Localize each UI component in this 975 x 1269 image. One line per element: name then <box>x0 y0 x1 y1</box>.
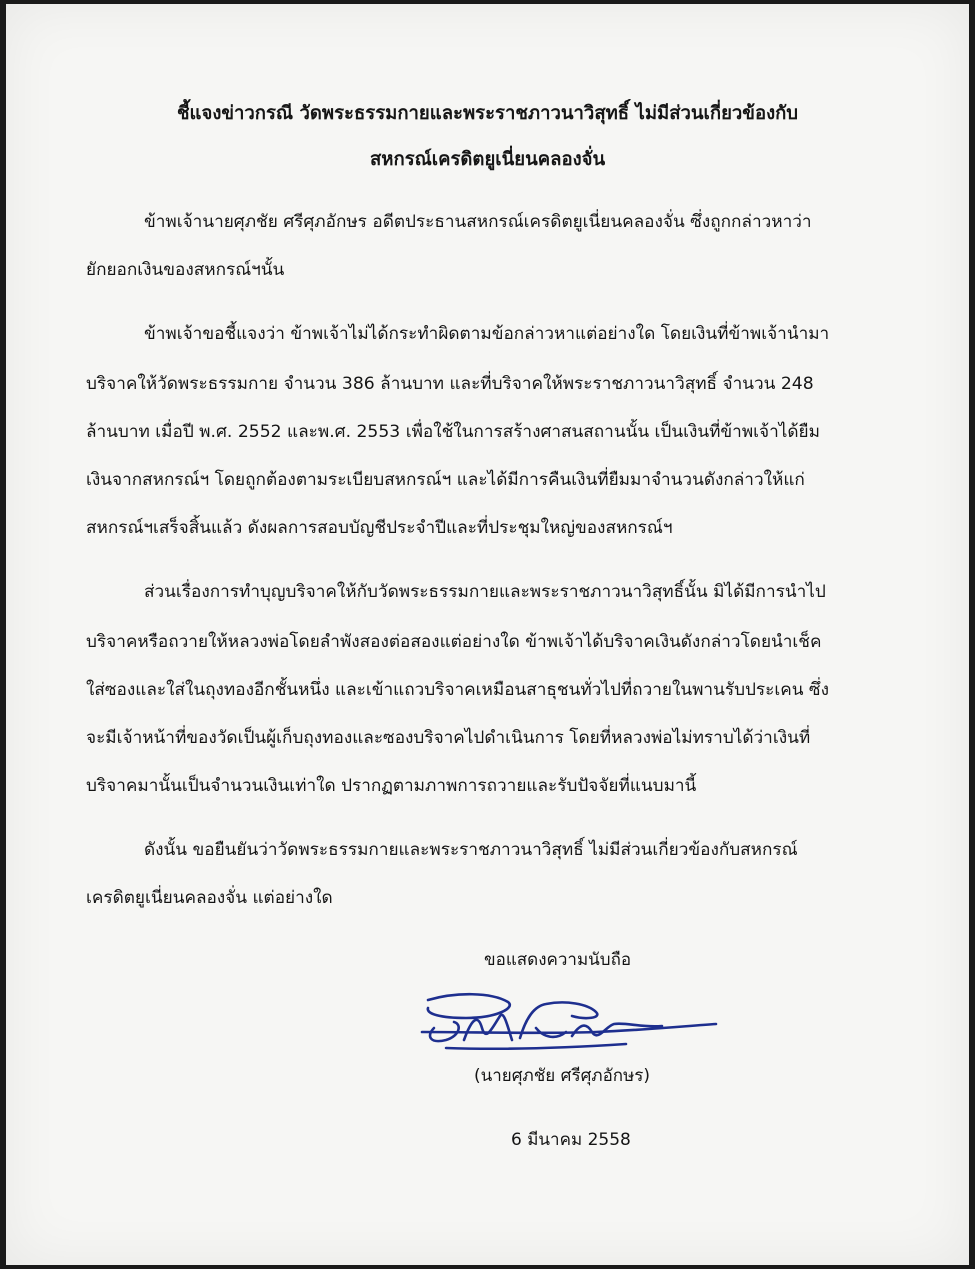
closing-salutation: ขอแสดงความนับถือ <box>484 950 632 970</box>
paragraph-1-line: ข้าพเจ้านายศุภชัย ศรีศุภอักษร อดีตประธานสหกรณ์เครดิตยูเนี่ยนคลองจั่น ซึ่งถูกกล่าวหาว่า <box>144 212 812 232</box>
title-line-2: สหกรณ์เครดิตยูเนี่ยนคลองจั่น <box>370 149 606 170</box>
paragraph-3-line: ใส่ซองและใส่ในถุงทองอีกชั้นหนึ่ง และเข้าแถวบริจาคเหมือนสาธุชนทั่วไปที่ถวายในพานรับประเคน ซึ่ง <box>86 680 829 700</box>
paragraph-2-line: ล้านบาท เมื่อปี พ.ศ. 2552 และพ.ศ. 2553 เพื่อใช้ในการสร้างศาสนสถานนั้น เป็นเงินที่ข้าพเจ้าได้ยืม <box>86 422 820 442</box>
paragraph-4-line: เครดิตยูเนี่ยนคลองจั่น แต่อย่างใด <box>86 888 333 908</box>
letter-date: 6 มีนาคม 2558 <box>511 1130 631 1150</box>
paragraph-3-line: ส่วนเรื่องการทำบุญบริจาคให้กับวัดพระธรรมกายและพระราชภาวนาวิสุทธิ์นั้น มิได้มีการนำไป <box>144 582 826 602</box>
paragraph-2-line: สหกรณ์ฯเสร็จสิ้นแล้ว ดังผลการสอบบัญชีประจำปีและที่ประชุมใหญ่ของสหกรณ์ฯ <box>86 518 673 538</box>
paragraph-2-line: เงินจากสหกรณ์ฯ โดยถูกต้องตามระเบียบสหกรณ์ฯ และได้มีการคืนเงินที่ยืมมาจำนวนดังกล่าวให้แก่ <box>86 470 805 490</box>
paragraph-3-line: บริจาคมานั้นเป็นจำนวนเงินเท่าใด ปรากฏตามภาพการถวายและรับปัจจัยที่แนบมานี้ <box>86 776 697 796</box>
paragraph-4-line: ดังนั้น ขอยืนยันว่าวัดพระธรรมกายและพระราชภาวนาวิสุทธิ์ ไม่มีส่วนเกี่ยวข้องกับสหกรณ์ <box>144 840 798 860</box>
letter-page <box>6 4 969 1265</box>
signer-name: (นายศุภชัย ศรีศุภอักษร) <box>474 1066 651 1086</box>
paragraph-3-line: บริจาคหรือถวายให้หลวงพ่อโดยลำพังสองต่อสองแต่อย่างใด ข้าพเจ้าได้บริจาคเงินดังกล่าวโดยนำเช็ค <box>86 632 822 652</box>
paragraph-3-line: จะมีเจ้าหน้าที่ของวัดเป็นผู้เก็บถุงทองและซองบริจาคไปดำเนินการ โดยที่หลวงพ่อไม่ทราบได้ว่าเงินที่ <box>86 728 811 748</box>
title-line-1: ชี้แจงข่าวกรณี วัดพระธรรมกายและพระราชภาวนาวิสุทธิ์ ไม่มีส่วนเกี่ยวข้องกับ <box>177 103 799 124</box>
paragraph-2-line: ข้าพเจ้าขอชี้แจงว่า ข้าพเจ้าไม่ได้กระทำผิดตามข้อกล่าวหาแต่อย่างใด โดยเงินที่ข้าพเจ้านำมา <box>144 324 830 344</box>
paragraph-2-line: บริจาคให้วัดพระธรรมกาย จำนวน 386 ล้านบาท และที่บริจาคให้พระราชภาวนาวิสุทธิ์ จำนวน 248 <box>86 374 814 394</box>
paragraph-1-line: ยักยอกเงินของสหกรณ์ฯนั้น <box>86 260 285 280</box>
signature-image <box>416 988 726 1058</box>
